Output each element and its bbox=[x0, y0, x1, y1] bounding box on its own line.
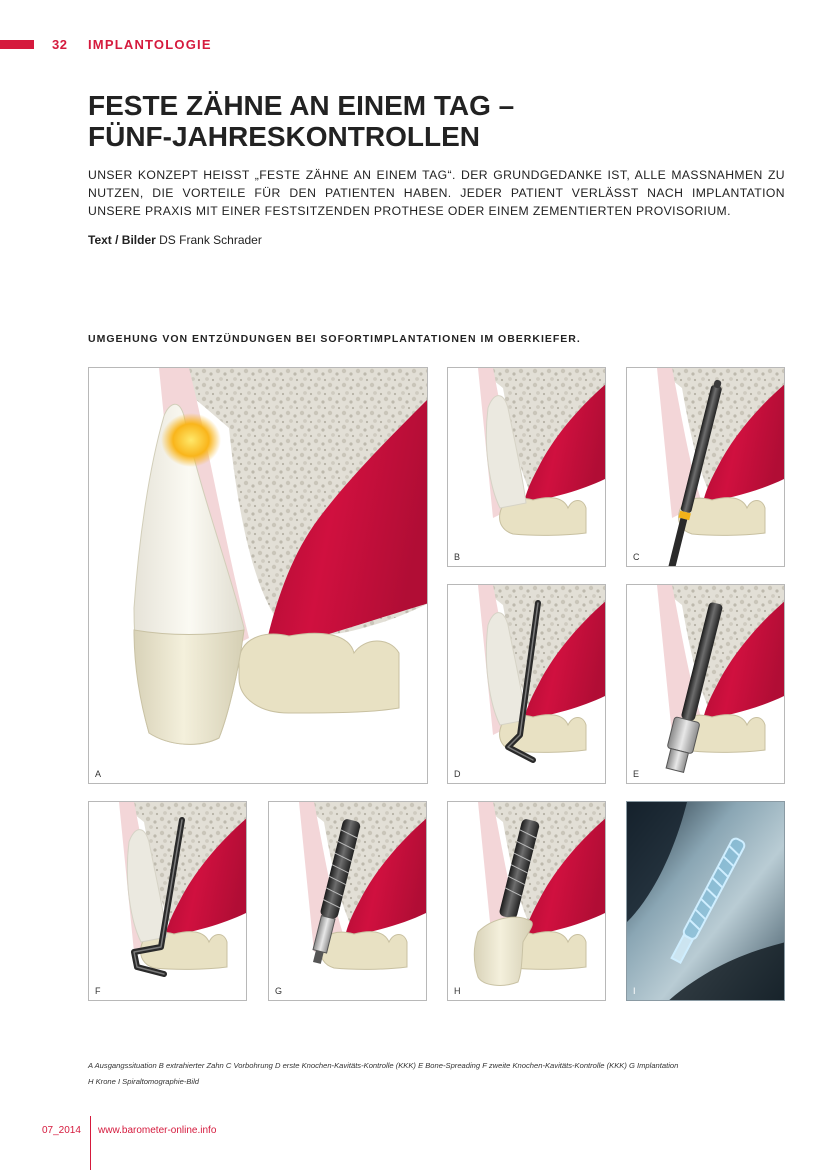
illustration-c bbox=[627, 368, 785, 567]
figure-panel-f bbox=[88, 801, 247, 1001]
figure-panel-d bbox=[447, 584, 606, 784]
figure-panel-e bbox=[626, 584, 785, 784]
figure-caption bbox=[88, 1058, 788, 1090]
illustration-a bbox=[89, 368, 428, 784]
illustration-g bbox=[269, 802, 427, 1001]
figure-panel-a bbox=[88, 367, 428, 784]
panel-label-a: A bbox=[95, 769, 102, 779]
article-title bbox=[88, 90, 788, 152]
byline bbox=[88, 233, 262, 247]
illustration-b bbox=[448, 368, 606, 567]
illustration-h bbox=[448, 802, 606, 1001]
figure-panel-g bbox=[268, 801, 427, 1001]
article-title-line1: FESTE ZÄHNE AN EINEM TAG – bbox=[88, 90, 515, 121]
panel-label-c: C bbox=[633, 552, 640, 562]
figure-panel-i bbox=[626, 801, 785, 1001]
panel-label-b: B bbox=[454, 552, 461, 562]
panel-label-d: D bbox=[454, 769, 461, 779]
footer-website-link[interactable]: www.barometer-online.info bbox=[98, 1125, 217, 1136]
panel-label-h: H bbox=[454, 986, 461, 996]
footer-issue: 07_2014 bbox=[42, 1125, 81, 1136]
header-accent-bar bbox=[0, 40, 34, 49]
byline-author: DS Frank Schrader bbox=[159, 233, 262, 247]
figure-panel-h bbox=[447, 801, 606, 1001]
figure-caption-line1: A Ausgangssituation B extrahierter Zahn C Vorbohrung D erste Knochen-Kavitäts-Kontrolle (KKK) E Bone-Spreading F zweite Knochen-Kavitäts-Kontrolle (KKK) G Implantation bbox=[88, 1061, 679, 1070]
figure-panel-c bbox=[626, 367, 785, 567]
article-title-line2: FÜNF-JAHRESKONTROLLEN bbox=[88, 121, 480, 152]
figure-panel-b bbox=[447, 367, 606, 567]
illustration-d bbox=[448, 585, 606, 784]
panel-label-i: I bbox=[633, 986, 636, 996]
figure-caption-line2: H Krone I Spiraltomographie-Bild bbox=[88, 1077, 200, 1086]
section-title: IMPLANTOLOGIE bbox=[88, 37, 212, 52]
panel-label-e: E bbox=[633, 769, 640, 779]
footer-divider bbox=[90, 1116, 91, 1170]
article-lead: UNSER KONZEPT HEISST „FESTE ZÄHNE AN EINEM TAG“. DER GRUNDGEDANKE IST, ALLE MASSNAHMEN ZU NUTZEN, DIE VORTEILE FÜR DEN PATIENTEN HABEN. JEDER PATIENT VERLÄSST NACH IMPLANTATION UNSERE PRAXIS MIT EINER FESTSITZENDEN PROTHESE ODER EINEM ZEMENTIERTEN PROVISORIUM. bbox=[88, 168, 785, 218]
panel-label-f: F bbox=[95, 986, 101, 996]
panel-label-g: G bbox=[275, 986, 283, 996]
byline-label: Text / Bilder bbox=[88, 233, 156, 247]
page-number: 32 bbox=[52, 37, 68, 52]
xray-image-i bbox=[627, 802, 785, 1001]
illustration-f bbox=[89, 802, 247, 1001]
figure-heading: UMGEHUNG VON ENTZÜNDUNGEN BEI SOFORTIMPLANTATIONEN IM OBERKIEFER. bbox=[88, 333, 581, 345]
illustration-e bbox=[627, 585, 785, 784]
